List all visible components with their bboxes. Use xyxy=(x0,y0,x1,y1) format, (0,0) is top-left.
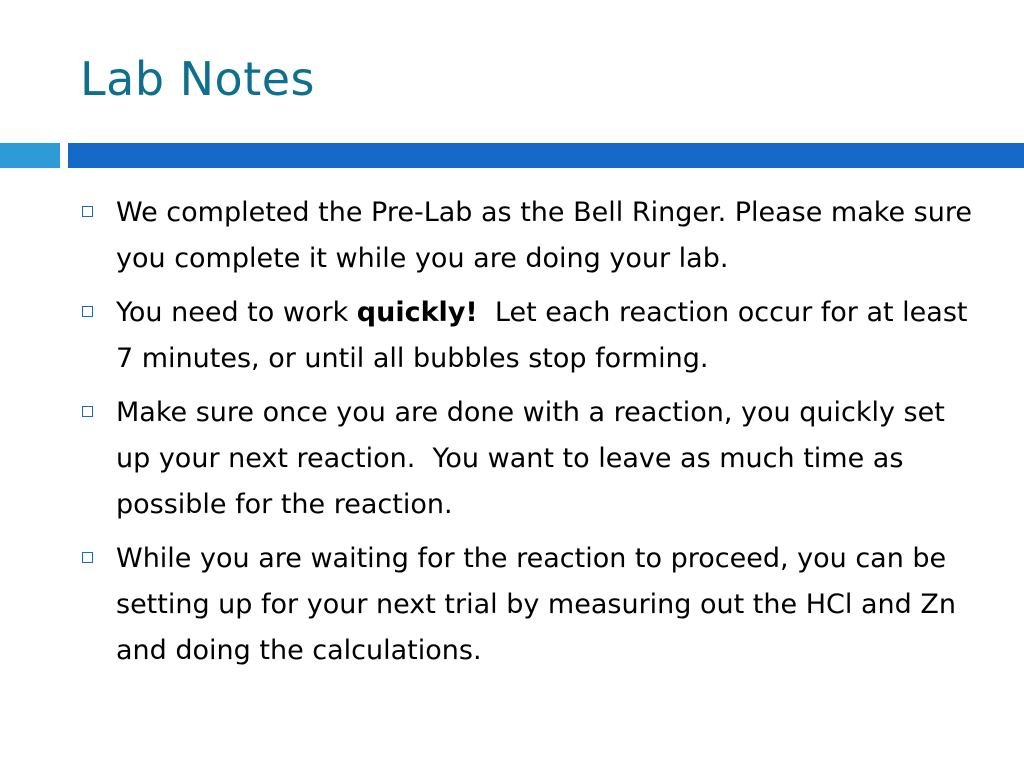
bullet-text-before: You need to work xyxy=(116,297,357,328)
bullet-text: We completed the Pre-Lab as the Bell Ringer. Please make sure you complete it while you are doing your lab. xyxy=(116,197,972,274)
bullet-item xyxy=(80,290,980,382)
hollow-square-icon xyxy=(82,406,93,417)
hollow-square-icon xyxy=(82,552,93,563)
bullet-text-after: Let each reaction occur for at least 7 minutes, or until all bubbles stop forming. xyxy=(116,297,977,374)
bullet-item xyxy=(80,190,980,282)
hollow-square-icon xyxy=(82,306,93,317)
hollow-square-icon xyxy=(82,206,93,217)
bullet-item xyxy=(80,390,980,528)
bullet-item xyxy=(80,536,980,674)
bullet-list xyxy=(80,190,980,682)
bullet-text: While you are waiting for the reaction to proceed, you can be setting up for your next trial by measuring out the HCl and Zn and doing the calculations. xyxy=(116,543,956,666)
slide-title: Lab Notes xyxy=(80,52,315,106)
bullet-emphasis: quickly! xyxy=(356,297,478,328)
bullet-text: Make sure once you are done with a reaction, you quickly set up your next reaction. You want to leave as much time as possible for the reaction. xyxy=(116,397,954,520)
title-rule-accent xyxy=(0,143,60,168)
title-rule-bar xyxy=(68,143,1024,168)
